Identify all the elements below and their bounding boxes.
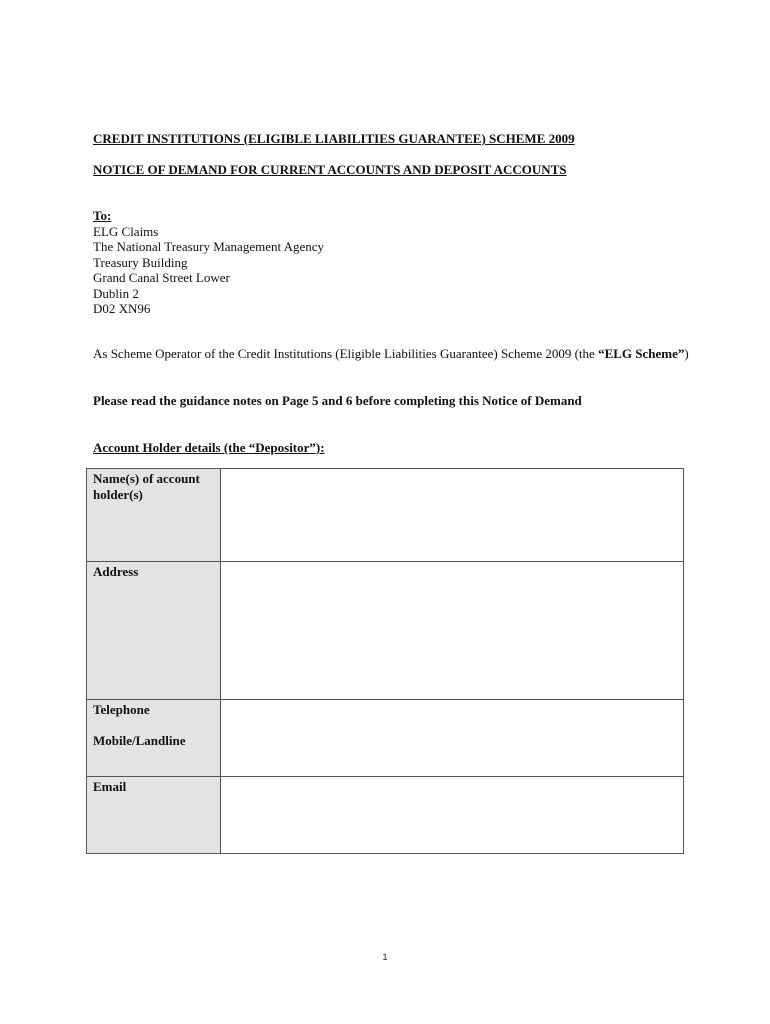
document-subtitle: NOTICE OF DEMAND FOR CURRENT ACCOUNTS AND DEPOSIT ACCOUNTS — [93, 162, 567, 177]
recipient-line: ELG Claims — [93, 223, 159, 239]
intro-closing: ) — [684, 346, 689, 361]
table-row — [87, 562, 684, 700]
address-label: Address — [87, 562, 221, 700]
telephone-sublabel: Mobile/Landline — [93, 732, 186, 748]
recipient-label: To: — [93, 208, 112, 223]
telephone-label: Telephone — [93, 702, 150, 717]
telephone-field[interactable] — [221, 700, 684, 777]
account-holder-table — [86, 468, 684, 854]
section-heading: Account Holder details (the “Depositor”): — [93, 440, 325, 455]
recipient-line: Dublin 2 — [93, 285, 139, 301]
recipient-block — [93, 208, 324, 317]
recipient-line: The National Treasury Management Agency — [93, 239, 325, 254]
intro-paragraph — [93, 346, 693, 362]
names-label: Name(s) of account holder(s) — [87, 469, 221, 562]
telephone-label-cell — [87, 700, 221, 777]
guidance-note: Please read the guidance notes on Page 5 and 6 before completing this Notice of Demand — [93, 393, 582, 408]
intro-bold-term: “ELG Scheme” — [598, 346, 685, 361]
email-label: Email — [87, 777, 221, 854]
intro-text: As Scheme Operator of the Credit Institutions (Eligible Liabilities Guarantee) Scheme 2009 (the — [93, 346, 599, 361]
table-row — [87, 469, 684, 562]
names-field[interactable] — [221, 469, 684, 562]
page-number: 1 — [382, 952, 388, 962]
email-field[interactable] — [221, 777, 684, 854]
address-field[interactable] — [221, 562, 684, 700]
recipient-line: Treasury Building — [93, 254, 188, 270]
table-row — [87, 700, 684, 777]
recipient-line: Grand Canal Street Lower — [93, 270, 230, 285]
table-row — [87, 777, 684, 854]
recipient-line: D02 XN96 — [93, 301, 151, 316]
document-title: CREDIT INSTITUTIONS (ELIGIBLE LIABILITIES GUARANTEE) SCHEME 2009 — [93, 131, 575, 146]
